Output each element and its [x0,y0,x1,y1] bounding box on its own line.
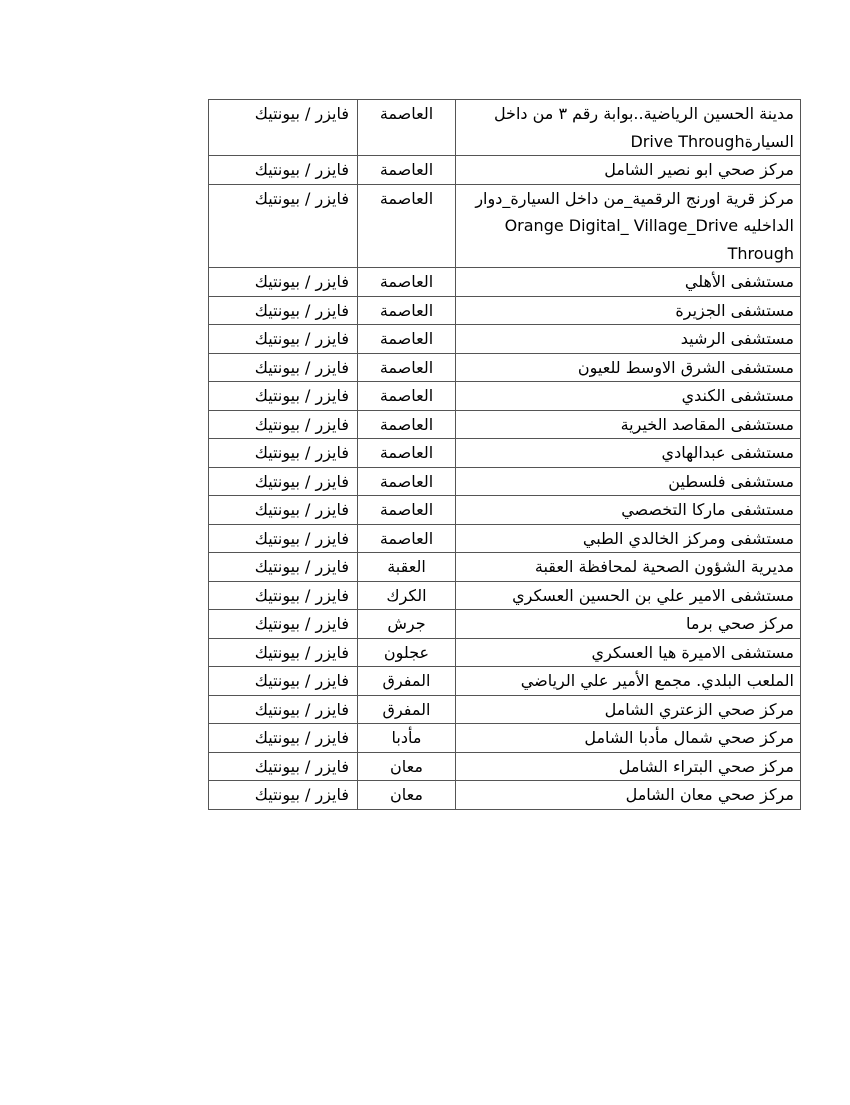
table-body [209,100,801,810]
table-row [209,439,801,468]
table-row [209,695,801,724]
vaccine-cell: فايزر / بيونتيك [209,382,358,411]
site-name-cell: مركز قرية اورنج الرقمية_من داخل السيارة_دوار الداخليه Orange Digital_ Village_Drive Through [456,184,801,268]
region-cell: العاصمة [358,296,456,325]
vaccine-cell: فايزر / بيونتيك [209,353,358,382]
site-name-cell: مستشفى عبدالهادي [456,439,801,468]
region-cell: العاصمة [358,410,456,439]
table-row [209,100,801,156]
region-cell: العاصمة [358,382,456,411]
region-cell: المفرق [358,695,456,724]
site-name-cell: مستشفى الجزيرة [456,296,801,325]
region-cell: عجلون [358,638,456,667]
table-row [209,268,801,297]
vaccine-cell: فايزر / بيونتيك [209,553,358,582]
table-row [209,724,801,753]
region-cell: المفرق [358,667,456,696]
site-name-cell: مركز صحي معان الشامل [456,781,801,810]
region-cell: العقبة [358,553,456,582]
region-cell: العاصمة [358,439,456,468]
vaccine-cell: فايزر / بيونتيك [209,667,358,696]
vaccine-cell: فايزر / بيونتيك [209,325,358,354]
table-row [209,524,801,553]
region-cell: مأدبا [358,724,456,753]
site-name-cell: مستشفى الاميرة هيا العسكري [456,638,801,667]
table-row [209,752,801,781]
region-cell: الكرك [358,581,456,610]
table-row [209,638,801,667]
site-name-cell: مركز صحي شمال مأدبا الشامل [456,724,801,753]
site-name-cell: مركز صحي البتراء الشامل [456,752,801,781]
site-name-cell: مستشفى الامير علي بن الحسين العسكري [456,581,801,610]
region-cell: معان [358,781,456,810]
vaccine-cell: فايزر / بيونتيك [209,752,358,781]
table-row [209,382,801,411]
region-cell: العاصمة [358,184,456,268]
site-name-cell: مستشفى الشرق الاوسط للعيون [456,353,801,382]
table-row [209,581,801,610]
vaccine-cell: فايزر / بيونتيك [209,781,358,810]
table-row [209,667,801,696]
vaccine-cell: فايزر / بيونتيك [209,581,358,610]
region-cell: العاصمة [358,524,456,553]
vaccine-cell: فايزر / بيونتيك [209,296,358,325]
region-cell: العاصمة [358,353,456,382]
region-cell: العاصمة [358,467,456,496]
site-name-cell: مستشفى فلسطين [456,467,801,496]
region-cell: معان [358,752,456,781]
table-row [209,156,801,185]
vaccine-cell: فايزر / بيونتيك [209,100,358,156]
region-cell: العاصمة [358,268,456,297]
table-row [209,781,801,810]
region-cell: العاصمة [358,325,456,354]
vaccination-sites-table [208,99,801,810]
table-row [209,353,801,382]
vaccine-cell: فايزر / بيونتيك [209,695,358,724]
table-row [209,610,801,639]
region-cell: العاصمة [358,156,456,185]
site-name-cell: مركز صحي الزعتري الشامل [456,695,801,724]
region-cell: جرش [358,610,456,639]
site-name-cell: مركز صحي برما [456,610,801,639]
vaccine-cell: فايزر / بيونتيك [209,268,358,297]
site-name-cell: الملعب البلدي. مجمع الأمير علي الرياضي [456,667,801,696]
table-row [209,467,801,496]
site-name-cell: مدينة الحسين الرياضية..بوابة رقم ٣ من داخل السيارةDrive Through [456,100,801,156]
table-row [209,496,801,525]
site-name-cell: مستشفى الأهلي [456,268,801,297]
vaccine-cell: فايزر / بيونتيك [209,638,358,667]
site-name-cell: مستشفى الرشيد [456,325,801,354]
site-name-cell: مستشفى ماركا التخصصي [456,496,801,525]
vaccine-cell: فايزر / بيونتيك [209,156,358,185]
vaccine-cell: فايزر / بيونتيك [209,610,358,639]
region-cell: العاصمة [358,100,456,156]
vaccine-cell: فايزر / بيونتيك [209,467,358,496]
table-row [209,184,801,268]
site-name-cell: مستشفى ومركز الخالدي الطبي [456,524,801,553]
region-cell: العاصمة [358,496,456,525]
table-row [209,325,801,354]
vaccine-cell: فايزر / بيونتيك [209,439,358,468]
site-name-cell: مستشفى الكندي [456,382,801,411]
table-row [209,553,801,582]
site-name-cell: مركز صحي ابو نصير الشامل [456,156,801,185]
site-name-cell: مديرية الشؤون الصحية لمحافظة العقبة [456,553,801,582]
table-row [209,296,801,325]
site-name-cell: مستشفى المقاصد الخيرية [456,410,801,439]
vaccine-cell: فايزر / بيونتيك [209,496,358,525]
vaccine-cell: فايزر / بيونتيك [209,724,358,753]
vaccine-cell: فايزر / بيونتيك [209,410,358,439]
table-row [209,410,801,439]
vaccine-cell: فايزر / بيونتيك [209,184,358,268]
vaccine-cell: فايزر / بيونتيك [209,524,358,553]
